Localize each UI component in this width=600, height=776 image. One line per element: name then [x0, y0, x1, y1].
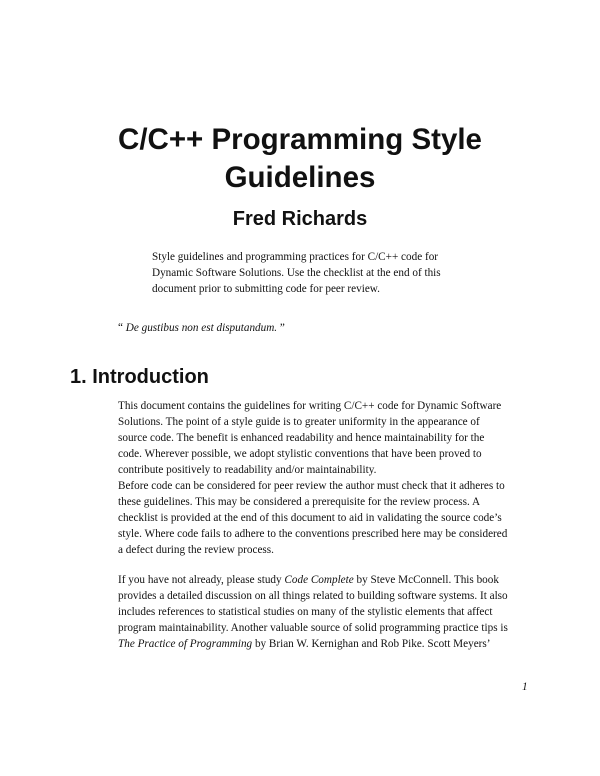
- paragraph-line: contribute positively to readability and/or maintainability.: [118, 464, 377, 476]
- text-run: by Steve McConnell. This book: [353, 574, 499, 586]
- epigraph-text: De gustibus non est disputandum.: [125, 322, 278, 334]
- book-title-code-complete: Code Complete: [284, 574, 354, 586]
- paragraph-line: Solutions. The point of a style guide is to greater uniformity in the appearance of: [118, 416, 480, 428]
- paragraph-line: includes references to statistical studies on many of the stylistic elements that affect: [118, 606, 493, 618]
- paragraph-line: provides a detailed discussion on all things related to building software systems. It also: [118, 590, 508, 602]
- title-line-2: Guidelines: [224, 161, 376, 194]
- document-title: [0, 121, 600, 197]
- paragraph-line: [118, 636, 548, 652]
- page-number: 1: [522, 681, 528, 693]
- text-run: If you have not already, please study: [118, 574, 285, 586]
- paragraph-line: This document contains the guidelines for writing C/C++ code for Dynamic Software: [118, 400, 502, 412]
- section-heading: 1. Introduction: [70, 366, 209, 388]
- paragraph-line: style. Where code fails to adhere to the conventions prescribed here may be considered: [118, 528, 508, 540]
- epigraph-open-quote: “: [118, 322, 126, 334]
- epigraph: [118, 320, 285, 336]
- paragraph-line: checklist is provided at the end of this document to aid in validating the source code’s: [118, 512, 502, 524]
- book-title-practice-of-programming: The Practice of Programming: [118, 638, 253, 650]
- paragraph-line: [118, 572, 548, 588]
- text-run: by Brian W. Kernighan and Rob Pike. Scott Meyers’: [252, 638, 491, 650]
- paragraph-line: Before code can be considered for peer review the author must check that it adheres to: [118, 480, 505, 492]
- abstract-line: document prior to submitting code for peer review.: [152, 283, 380, 295]
- title-line-1: C/C++ Programming Style: [118, 123, 482, 156]
- abstract-line: Dynamic Software Solutions. Use the checklist at the end of this: [152, 267, 441, 279]
- paragraph-3: [118, 572, 548, 652]
- paragraph-line: a defect during the review process.: [118, 544, 274, 556]
- paragraph-line: code. Wherever possible, we adopt stylistic conventions that have been proved to: [118, 448, 482, 460]
- paragraph-line: program maintainability. Another valuable source of solid programming practice tips is: [118, 622, 508, 634]
- paragraph-1: [118, 398, 548, 478]
- author-name: Fred Richards: [232, 208, 368, 230]
- abstract: [152, 249, 482, 297]
- paragraph-line: source code. The benefit is enhanced readability and hence maintainability for the: [118, 432, 485, 444]
- epigraph-close-quote: ”: [277, 322, 285, 334]
- abstract-line: Style guidelines and programming practices for C/C++ code for: [152, 251, 439, 263]
- paragraph-line: these guidelines. This may be considered a prerequisite for the review process. A: [118, 496, 481, 508]
- paragraph-2: [118, 478, 548, 558]
